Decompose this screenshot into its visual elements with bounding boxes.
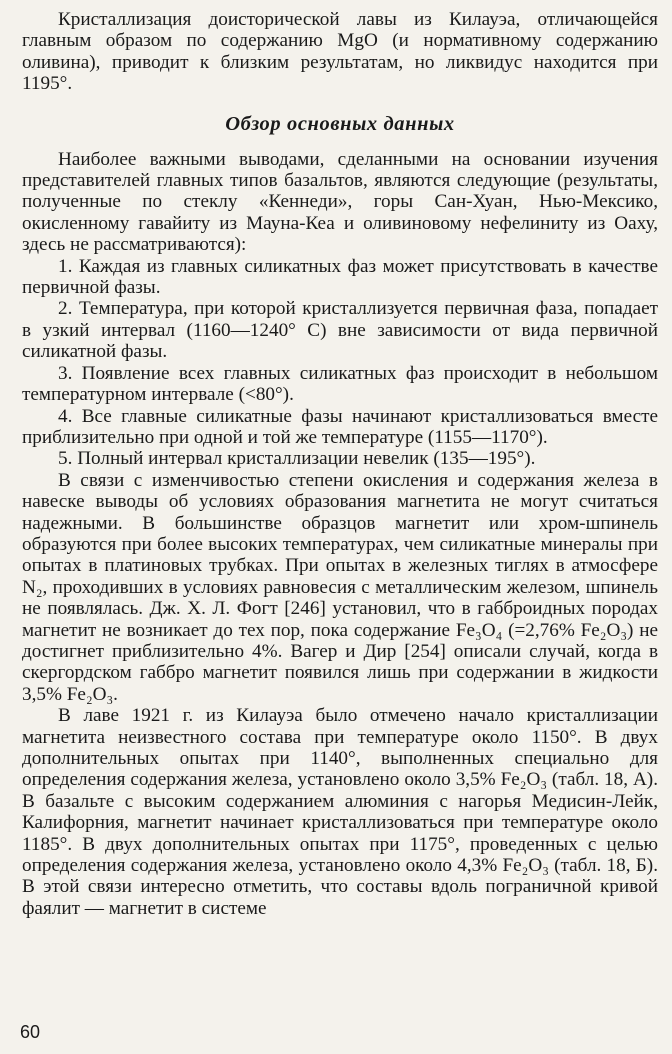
page-number: 60 <box>20 1022 41 1042</box>
list-item-1: 1. Каждая из главных силикатных фаз может присутствовать в качестве первичной фазы. <box>22 255 658 299</box>
list-item-3: 3. Появление всех главных силикатных фаз происходит в небольшом температурном интервале (<80°). <box>22 362 658 406</box>
list-item-4: 4. Все главные силикатные фазы начинают кристаллизоваться вместе приблизительно при одной и той же температуре (1155—1170°). <box>22 405 658 448</box>
section-heading: Обзор основных данных <box>225 112 455 135</box>
paragraph-lava-1921: В лаве 1921 г. из Килауэа было отмечено начало кристаллизации магнетита неизвестного состава при температуре около 1150°. В двух дополнительных опытах при 1140°, выполненных специально для определения содержания железа, установлено около 3,5% Fe₂O₃ (табл. 18, А). В базальте с высоким содержанием алюминия с нагорья Медисин-Лейк, Калифорния, магнетит начинает кристаллизоваться при температуре около 1185°. В двух дополнительных опытах при 1175°, проведенных с целью определения содержания железа, установлено около 4,3% Fe₂O₃ (табл. 18, Б). В этой связи интересно отметить, что составы вдоль пограничной кривой фаялит — магнетит в системе <box>22 705 658 919</box>
list-item-5: 5. Полный интервал кристаллизации невелик (135—195°). <box>58 448 536 470</box>
paragraph-magnetite-conditions: В связи с изменчивостью степени окисления и содержания железа в навеске выводы об условиях образования магнетита не могут считаться надежными. В большинстве образцов магнетит или хром-шпинель образуются при более высоких температурах, чем силикатные минералы при опытах в платиновых трубках. При опытах в железных тиглях в атмосфере N₂, проходивших в условиях равновесия с металлическим железом, шпинель не появлялась. Дж. Х. Л. Фогт [246] установил, что в габброидных породах магнетит не возникает до тех пор, пока содержание Fe₃O₄ (=2,76% Fe₂O₃) не достигнет приблизительно 4%. Вагер и Дир [254] описали случай, когда в скергордском габбро магнетит появился лишь при содержании в жидкости 3,5% Fe₂O₃. <box>22 469 658 705</box>
paragraph-main-conclusions: Наиболее важными выводами, сделанными на основании изучения представителей главных типов базальтов, являются следующие (результаты, полученные по стеклу «Кеннеди», горы Сан-Хуан, Нью-Мексико, окисленному гавайиту из Мауна-Кеа и оливиновому нефелиниту из Оаху, здесь не рассматриваются): <box>22 148 658 256</box>
list-item-2: 2. Температура, при которой кристаллизуется первичная фаза, попадает в узкий интервал (1160—1240° С) вне зависимости от вида первичной силикатной фазы. <box>22 298 658 363</box>
paragraph-lava-crystallization: Кристаллизация доисторической лавы из Килауэа, отличающейся главным образом по содержанию MgO (и нормативному содержанию оливина), приводит к близким результатам, но ликвидус находится при 1195°. <box>22 9 658 95</box>
